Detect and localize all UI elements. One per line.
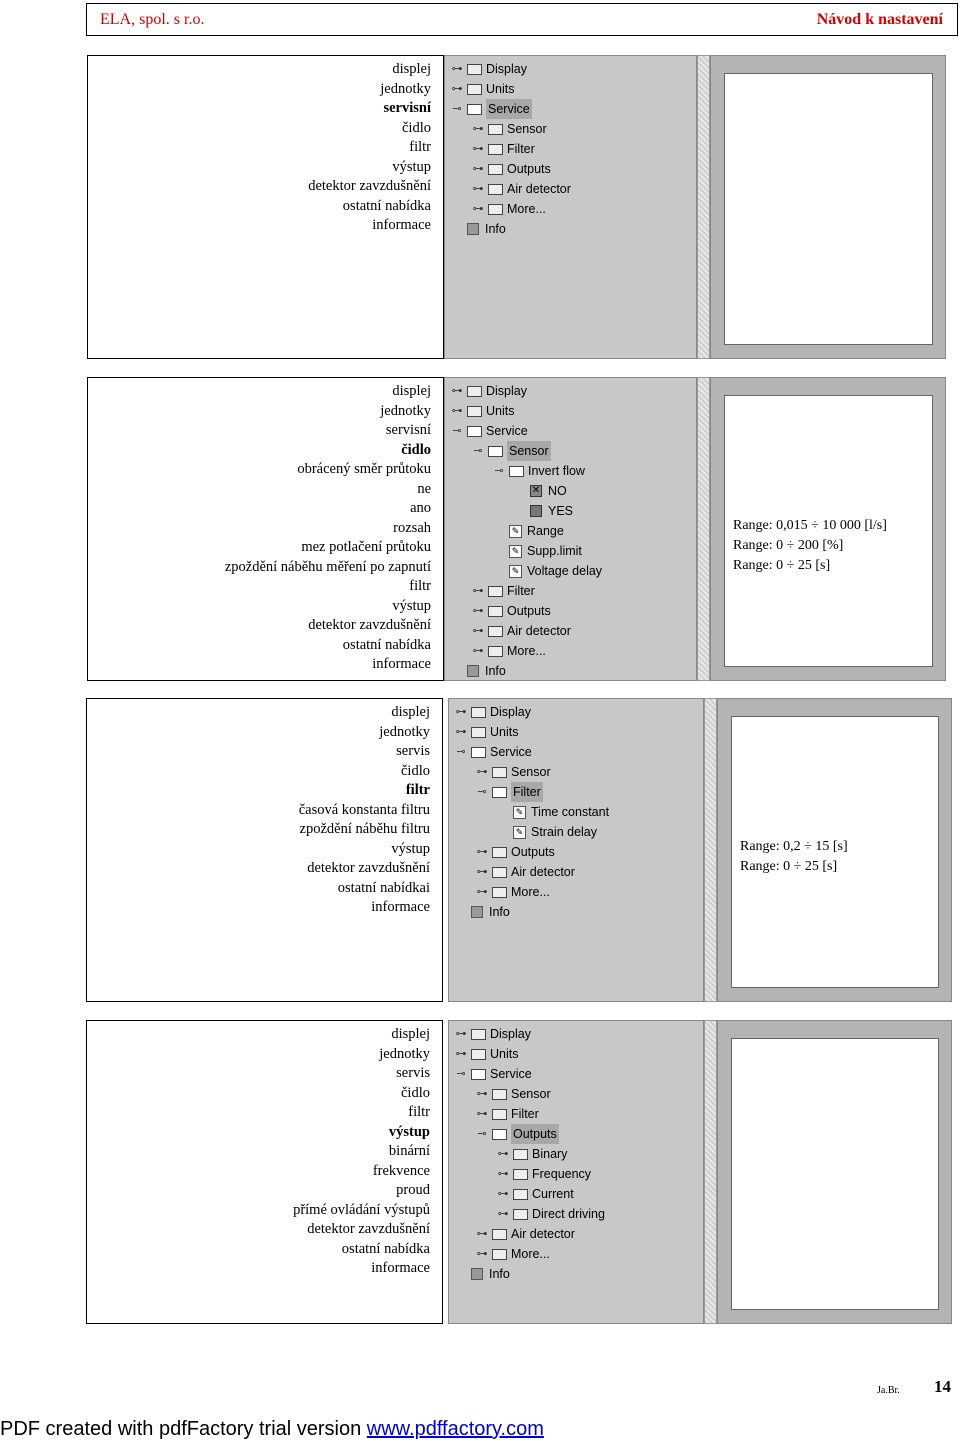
document-title: Návod k nastavení: [816, 11, 943, 28]
tree-node-air-detector[interactable]: [447, 179, 571, 199]
collapsed-key-icon[interactable]: ⊶: [472, 605, 484, 617]
tree-node-label: More...: [507, 202, 546, 216]
label-item: filtr: [409, 578, 431, 594]
label-item: detektor zavzdušnění: [308, 617, 431, 633]
tree-node-more[interactable]: [447, 199, 571, 219]
label-item: výstup: [388, 1123, 430, 1140]
collapsed-key-icon[interactable]: ⊶: [451, 405, 463, 417]
tree-node-label: Strain delay: [531, 825, 598, 839]
label-item: čidlo: [401, 441, 431, 458]
label-item: zpoždění náběhu filtru: [299, 821, 430, 837]
label-item: detektor zavzdušnění: [308, 178, 431, 194]
section-filter: [86, 698, 958, 1002]
scrollbar[interactable]: [697, 377, 710, 681]
folder-icon: [492, 1089, 507, 1100]
tree-node-label: Info: [485, 222, 506, 236]
label-item: zpoždění náběhu měření po zapnutí: [224, 558, 431, 575]
expanded-key-icon[interactable]: ⊸: [456, 746, 466, 758]
collapsed-key-icon[interactable]: ⊶: [472, 585, 484, 597]
company-name: ELA, spol. s r.o.: [100, 11, 205, 28]
banner-text: PDF created with pdfFactory trial version: [0, 1418, 367, 1440]
section-service: [87, 55, 959, 359]
edit-value-icon: ✎: [513, 826, 526, 839]
tree-node-more[interactable]: [447, 641, 602, 661]
tree-node-direct-driving[interactable]: [451, 1204, 605, 1224]
folder-icon: [492, 867, 507, 878]
folder-icon: [467, 64, 482, 75]
tree-node-label: Filter: [511, 782, 543, 802]
tree-node-label: Info: [485, 664, 506, 678]
folder-icon: [488, 144, 503, 155]
collapsed-key-icon[interactable]: ⊶: [476, 1228, 488, 1240]
tree-node-label: Direct driving: [532, 1207, 605, 1221]
range-text: Range: 0 ÷ 200 [%]: [733, 538, 844, 553]
range-text: Range: 0 ÷ 25 [s]: [733, 558, 831, 573]
label-column: [86, 1020, 443, 1324]
label-item: binární: [388, 1143, 430, 1159]
tree-node-air-detector[interactable]: [451, 1224, 605, 1244]
tree-node-frequency[interactable]: [451, 1164, 605, 1184]
tree-node-label: Current: [532, 1187, 574, 1201]
tree-node-label: Filter: [511, 1107, 539, 1121]
collapsed-key-icon[interactable]: ⊶: [476, 1088, 488, 1100]
detail-panel: [717, 1020, 952, 1324]
tree-node-filter[interactable]: [447, 581, 602, 601]
tree-node-label: Display: [490, 1027, 531, 1041]
folder-open-icon: [467, 426, 482, 437]
folder-icon: [513, 1169, 528, 1180]
label-item: filtr: [405, 782, 430, 798]
tree-node-outputs[interactable]: [451, 842, 609, 862]
label-column: [87, 377, 444, 681]
tree-node-label: More...: [511, 1247, 550, 1261]
label-item: jednotky: [379, 1045, 430, 1062]
tree-node-label: Sensor: [511, 765, 551, 779]
expanded-key-icon[interactable]: ⊸: [452, 425, 462, 437]
folder-icon: [492, 1109, 507, 1120]
label-item: jednotky: [380, 402, 431, 419]
tree-node-info[interactable]: [451, 1264, 605, 1284]
collapsed-key-icon[interactable]: ⊶: [455, 726, 467, 738]
folder-icon: [492, 767, 507, 778]
label-item: displej: [391, 1026, 430, 1042]
expanded-key-icon[interactable]: ⊸: [456, 1068, 466, 1080]
folder-icon: [467, 84, 482, 95]
folder-icon: [488, 164, 503, 175]
expanded-key-icon[interactable]: ⊸: [477, 1128, 487, 1140]
label-item: informace: [372, 656, 431, 672]
tree-node-label: Info: [489, 905, 510, 919]
tree-node-supp-limit[interactable]: [447, 541, 602, 561]
folder-icon: [488, 646, 503, 657]
tree-node-sensor[interactable]: [451, 762, 609, 782]
tree-node-label: Air detector: [507, 182, 571, 196]
tree-node-label: More...: [511, 885, 550, 899]
tree-node-label: Filter: [507, 142, 535, 156]
tree-node-service[interactable]: [447, 99, 571, 119]
tree-node-voltage-delay[interactable]: [447, 561, 602, 581]
label-item: ostatní nabídkai: [337, 879, 430, 896]
tree-node-label: Supp.limit: [527, 544, 582, 558]
tree-node-binary[interactable]: [451, 1144, 605, 1164]
tree-node-label: Air detector: [511, 865, 575, 879]
collapsed-key-icon[interactable]: ⊶: [476, 1108, 488, 1120]
tree-node-outputs[interactable]: [451, 1124, 605, 1144]
edit-value-icon: ✎: [509, 565, 522, 578]
folder-icon: [488, 626, 503, 637]
label-item: filtr: [408, 1104, 430, 1120]
checkbox-checked-icon: ✕: [531, 485, 541, 496]
tree-node-units[interactable]: [447, 79, 571, 99]
label-item: servis: [396, 743, 430, 759]
collapsed-key-icon[interactable]: ⊶: [476, 846, 488, 858]
section-outputs: [86, 1020, 958, 1324]
label-item: časová konstanta filtru: [298, 801, 430, 818]
tree-node-info[interactable]: [447, 661, 602, 681]
label-item: ostatní nabídka: [341, 1240, 430, 1257]
label-item: servisní: [385, 422, 431, 438]
tree-node-filter[interactable]: [451, 782, 609, 802]
edit-value-icon: ✎: [513, 806, 526, 819]
folder-open-icon: [471, 747, 486, 758]
label-item: výstup: [391, 840, 430, 857]
tree-node-info[interactable]: [451, 902, 609, 922]
collapsed-key-icon[interactable]: ⊶: [476, 1248, 488, 1260]
tree-node-sensor[interactable]: [447, 119, 571, 139]
tree-node-label: Display: [486, 62, 527, 76]
collapsed-key-icon[interactable]: ⊶: [472, 123, 484, 135]
tree-node-label: Units: [490, 725, 519, 739]
folder-icon: [513, 1209, 528, 1220]
label-item: informace: [371, 1260, 430, 1276]
collapsed-key-icon[interactable]: ⊶: [472, 645, 484, 657]
label-column: [87, 55, 444, 359]
label-item: čidlo: [401, 1084, 430, 1101]
menu-tree: [448, 698, 704, 1002]
tree-node-yes[interactable]: [447, 501, 602, 521]
folder-icon: [467, 406, 482, 417]
tree-node-units[interactable]: [447, 401, 602, 421]
page-header: [86, 3, 958, 36]
tree-node-display[interactable]: [451, 1024, 605, 1044]
author-initials: Ja.Br.: [877, 1385, 900, 1396]
folder-icon: [513, 1149, 528, 1160]
detail-panel: [717, 698, 952, 1002]
checkbox-icon: [530, 505, 542, 517]
detail-panel: [710, 55, 946, 359]
collapsed-key-icon[interactable]: ⊶: [472, 163, 484, 175]
banner-link[interactable]: www.pdffactory.com: [366, 1418, 544, 1440]
tree-node-label: Voltage delay: [527, 564, 603, 578]
tree-node-label: Units: [486, 82, 515, 96]
label-item: jednotky: [379, 723, 430, 740]
tree-node-label: Invert flow: [528, 464, 585, 478]
tree-node-label: More...: [507, 644, 546, 658]
folder-open-icon: [467, 104, 482, 115]
tree-node-current[interactable]: [451, 1184, 605, 1204]
collapsed-key-icon[interactable]: ⊶: [472, 143, 484, 155]
label-item: proud: [396, 1182, 430, 1198]
collapsed-key-icon[interactable]: ⊶: [455, 1028, 467, 1040]
tree-node-label: Air detector: [511, 1227, 575, 1241]
tree-node-service[interactable]: [451, 742, 609, 762]
folder-open-icon: [509, 466, 524, 477]
folder-icon: [488, 124, 503, 135]
pdf-banner: [0, 1418, 544, 1441]
range-text: Range: 0,015 ÷ 10 000 [l/s]: [733, 518, 887, 533]
tree-node-label: Range: [527, 524, 564, 538]
label-item: ano: [410, 500, 431, 516]
collapsed-key-icon[interactable]: ⊶: [472, 203, 484, 215]
collapsed-key-icon[interactable]: ⊶: [472, 625, 484, 637]
label-item: detektor zavzdušnění: [307, 860, 430, 876]
tree-node-label: Info: [489, 1267, 510, 1281]
tree-node-label: Sensor: [507, 441, 551, 461]
expanded-key-icon[interactable]: ⊸: [494, 465, 504, 477]
folder-icon: [488, 184, 503, 195]
label-item: informace: [372, 217, 431, 233]
tree-node-units[interactable]: [451, 722, 609, 742]
tree-node-service[interactable]: [451, 1064, 605, 1084]
menu-tree: [444, 377, 697, 681]
collapsed-key-icon[interactable]: ⊶: [497, 1188, 509, 1200]
collapsed-key-icon[interactable]: ⊶: [497, 1208, 509, 1220]
label-item: mez potlačení průtoku: [301, 539, 431, 555]
info-icon: [471, 906, 483, 918]
collapsed-key-icon[interactable]: ⊶: [451, 385, 463, 397]
tree-node-more[interactable]: [451, 882, 609, 902]
tree-node-more[interactable]: [451, 1244, 605, 1264]
tree-node-label: Outputs: [511, 1124, 559, 1144]
folder-icon: [471, 727, 486, 738]
folder-icon: [471, 1049, 486, 1060]
expanded-key-icon[interactable]: ⊸: [452, 103, 462, 115]
label-item: jednotky: [380, 80, 431, 97]
tree-node-label: Filter: [507, 584, 535, 598]
menu-tree: [448, 1020, 704, 1324]
folder-open-icon: [492, 1129, 507, 1140]
tree-node-label: Units: [486, 404, 515, 418]
section-sensor: [87, 377, 959, 681]
tree-node-label: NO: [548, 484, 567, 498]
tree-node-label: Air detector: [507, 624, 571, 638]
label-item: servisní: [383, 100, 431, 116]
tree-node-label: Display: [490, 705, 531, 719]
label-item: detektor zavzdušnění: [307, 1221, 430, 1237]
folder-icon: [492, 887, 507, 898]
label-item: frekvence: [372, 1162, 430, 1179]
label-column: [86, 698, 443, 1002]
tree-node-label: Service: [486, 99, 532, 119]
tree-node-label: Binary: [532, 1147, 568, 1161]
folder-icon: [488, 606, 503, 617]
info-icon: [467, 665, 479, 677]
tree-node-air-detector[interactable]: [451, 862, 609, 882]
label-item: servis: [396, 1065, 430, 1081]
tree-node-label: Outputs: [507, 162, 551, 176]
collapsed-key-icon[interactable]: ⊶: [476, 766, 488, 778]
tree-node-air-detector[interactable]: [447, 621, 602, 641]
tree-node-sensor[interactable]: [451, 1084, 605, 1104]
folder-icon: [492, 1229, 507, 1240]
collapsed-key-icon[interactable]: ⊶: [497, 1148, 509, 1160]
tree-node-label: Sensor: [511, 1087, 551, 1101]
tree-node-display[interactable]: [447, 381, 602, 401]
folder-icon: [492, 847, 507, 858]
label-item: displej: [392, 61, 431, 77]
tree-node-filter[interactable]: [447, 139, 571, 159]
edit-value-icon: ✎: [509, 545, 522, 558]
tree-node-label: Service: [490, 1067, 532, 1081]
tree-node-range[interactable]: [447, 521, 602, 541]
collapsed-key-icon[interactable]: ⊶: [476, 886, 488, 898]
menu-tree: [444, 55, 697, 359]
tree-node-label: Time constant: [531, 805, 610, 819]
tree-node-label: Service: [486, 424, 528, 438]
label-item: ostatní nabídka: [342, 636, 431, 653]
tree-node-info[interactable]: [447, 219, 571, 239]
tree-node-label: Sensor: [507, 122, 547, 136]
label-item: informace: [371, 899, 430, 915]
tree-node-label: Units: [490, 1047, 519, 1061]
tree-node-outputs[interactable]: [447, 601, 602, 621]
label-item: čidlo: [401, 762, 430, 779]
scrollbar[interactable]: [704, 1020, 717, 1324]
tree-node-label: Service: [490, 745, 532, 759]
label-item: výstup: [392, 158, 431, 175]
tree-node-units[interactable]: [451, 1044, 605, 1064]
range-text: Range: 0 ÷ 25 [s]: [740, 859, 838, 874]
tree-node-time-constant[interactable]: [451, 802, 609, 822]
folder-icon: [467, 386, 482, 397]
tree-node-filter[interactable]: [451, 1104, 605, 1124]
collapsed-key-icon[interactable]: ⊶: [497, 1168, 509, 1180]
collapsed-key-icon[interactable]: ⊶: [472, 183, 484, 195]
collapsed-key-icon[interactable]: ⊶: [451, 83, 463, 95]
folder-icon: [513, 1189, 528, 1200]
tree-node-label: Outputs: [507, 604, 551, 618]
folder-icon: [471, 707, 486, 718]
tree-node-display[interactable]: [451, 702, 609, 722]
tree-node-service[interactable]: [447, 421, 602, 441]
expanded-key-icon[interactable]: ⊸: [477, 786, 487, 798]
edit-value-icon: ✎: [509, 525, 522, 538]
collapsed-key-icon[interactable]: ⊶: [451, 63, 463, 75]
folder-open-icon: [492, 787, 507, 798]
folder-open-icon: [488, 446, 503, 457]
info-icon: [471, 1268, 483, 1280]
label-item: filtr: [409, 139, 431, 155]
collapsed-key-icon[interactable]: ⊶: [455, 706, 467, 718]
tree-node-display[interactable]: [447, 59, 571, 79]
range-text: Range: 0,2 ÷ 15 [s]: [740, 839, 848, 854]
collapsed-key-icon[interactable]: ⊶: [476, 866, 488, 878]
label-item: výstup: [392, 597, 431, 614]
label-item: rozsah: [393, 519, 431, 536]
label-item: ne: [417, 480, 431, 497]
tree-node-label: Display: [486, 384, 527, 398]
folder-icon: [488, 204, 503, 215]
folder-icon: [471, 1029, 486, 1040]
collapsed-key-icon[interactable]: ⊶: [455, 1048, 467, 1060]
label-item: čidlo: [402, 119, 431, 136]
label-item: obrácený směr průtoku: [297, 461, 431, 477]
expanded-key-icon[interactable]: ⊸: [473, 445, 483, 457]
label-item: přímé ovládání výstupů: [293, 1201, 430, 1218]
folder-icon: [492, 1249, 507, 1260]
label-item: ostatní nabídka: [342, 197, 431, 214]
tree-node-label: YES: [548, 504, 574, 518]
tree-node-label: Frequency: [532, 1167, 592, 1181]
label-item: displej: [391, 704, 430, 720]
tree-node-invert-flow[interactable]: [447, 461, 602, 481]
folder-open-icon: [471, 1069, 486, 1080]
label-item: displej: [392, 383, 431, 399]
scrollbar[interactable]: [704, 698, 717, 1002]
tree-node-no[interactable]: [447, 481, 602, 501]
tree-node-sensor[interactable]: [447, 441, 602, 461]
info-icon: [467, 223, 479, 235]
tree-node-label: Outputs: [511, 845, 555, 859]
tree-node-strain-delay[interactable]: [451, 822, 609, 842]
folder-icon: [488, 586, 503, 597]
page-number: 14: [934, 1377, 951, 1396]
scrollbar[interactable]: [697, 55, 710, 359]
tree-node-outputs[interactable]: [447, 159, 571, 179]
detail-panel: [710, 377, 946, 681]
